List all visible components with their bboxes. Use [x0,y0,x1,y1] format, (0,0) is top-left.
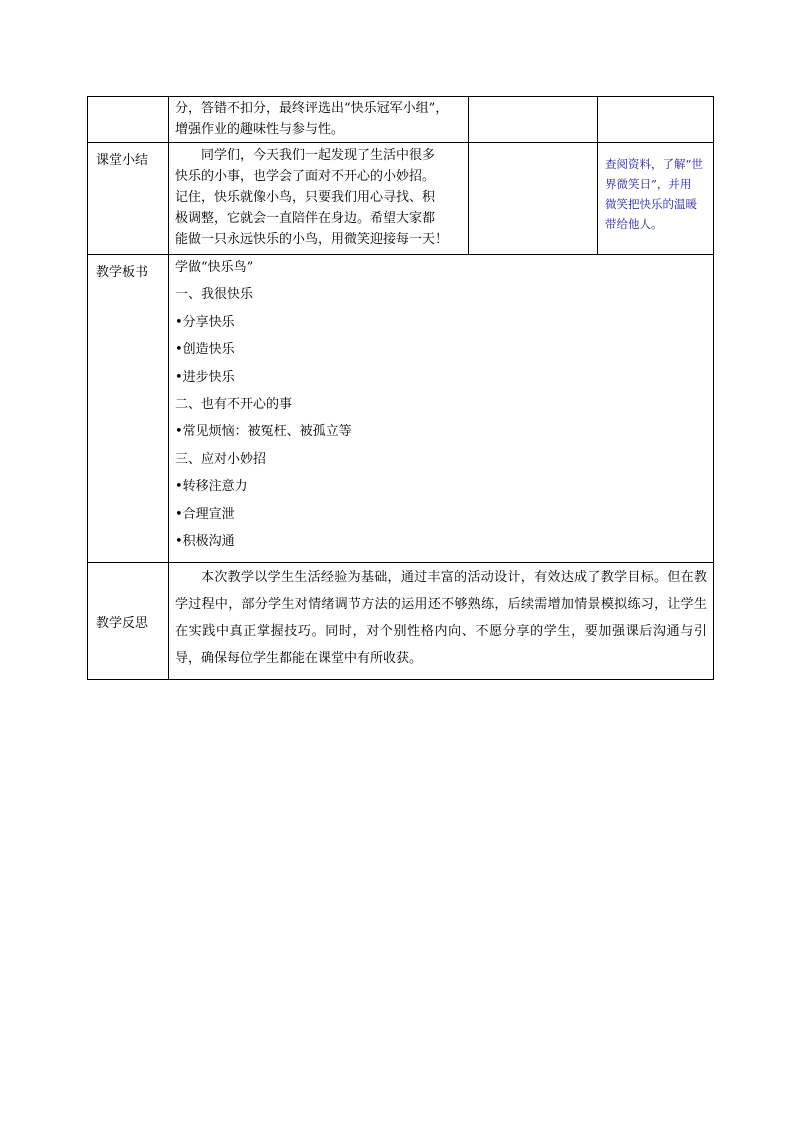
text-line: 快乐的小事，也学会了面对不开心的小妙招。 [175,169,436,184]
cell-empty [469,97,598,143]
board-bullet: •进步快乐 [175,369,235,385]
note-line: 带给他人。 [605,217,663,231]
board-bullet: •创造快乐 [175,342,235,358]
text-line: 极调整，它就会一直陪伴在身边。希望大家都 [175,211,436,226]
board-heading: 一、我很快乐 [175,287,254,303]
board-bullet: •分享快乐 [175,314,235,330]
board-title: 学做“快乐鸟” [175,260,254,275]
text-line: 增强作业的趣味性与参与性。 [175,122,345,137]
text-line: 记住，快乐就像小鸟，只要我们用心寻找、积 [175,190,436,205]
note-line: 微笑把快乐的温暖 [605,197,697,211]
row-summary [88,143,714,255]
board-heading: 三、应对小妙招 [175,451,267,467]
cell-empty [598,97,714,143]
text-line: 能做一只永远快乐的小鸟，用微笑迎接每一天！ [175,232,449,247]
cell-reflection-text [169,563,714,680]
row-label-reflection: 教学反思 [88,563,169,680]
cell-label-empty [88,97,169,143]
row-reflection [88,563,714,680]
cell-summary-text [169,143,469,255]
lesson-plan-table [87,96,714,680]
cell-board-content [169,255,714,563]
cell-continuation-text [169,97,469,143]
cell-empty [469,143,598,255]
text-line: 同学们，今天我们一起发现了生活中很多 [201,148,436,163]
row-label-board: 教学板书 [88,255,169,563]
row-label-summary: 课堂小结 [88,143,169,255]
note-line: 查阅资料，了解“世 [605,157,703,171]
board-bullet: •积极沟通 [175,533,235,549]
row-continuation [88,97,714,143]
reflection-paragraph: 本次教学以学生生活经验为基础，通过丰富的活动设计，有效达成了教学目标。但在教学过程中，部分学生对情绪调节方法的运用还不够熟练，后续需增加情景模拟练习，让学生在实践中真正掌握技巧。同时，对个别性格内向、不愿分享的学生，要加强课后沟通与引导，确保每位学生都能在课堂中有所收获。 [175,570,707,667]
board-bullet: •常见烦恼：被冤枉、被孤立等 [175,424,352,440]
note-line: 界微笑日”，并用 [605,177,692,191]
board-heading: 二、也有不开心的事 [175,396,293,412]
board-bullet: •合理宣泄 [175,506,235,522]
cell-homework-note [598,143,714,255]
board-bullet: •转移注意力 [175,479,248,495]
row-board [88,255,714,563]
text-line: 分，答错不扣分，最终评选出“快乐冠军小组”， [175,101,449,116]
